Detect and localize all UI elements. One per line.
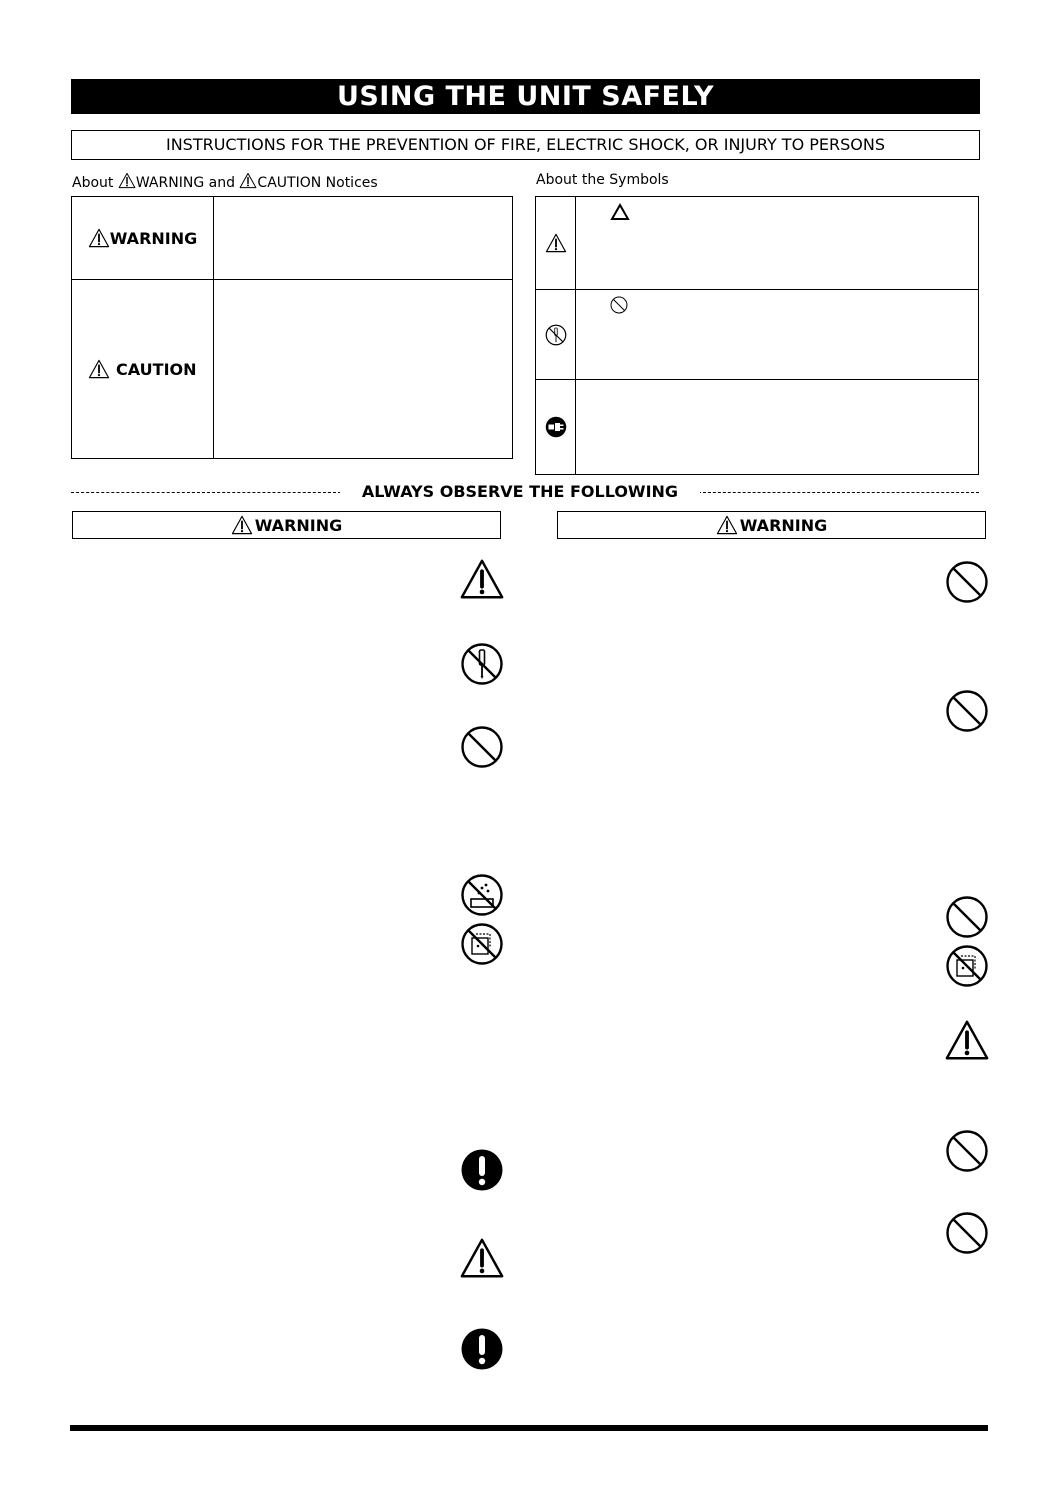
- symbols-table: [535, 196, 979, 475]
- notice-row-caution: [72, 280, 512, 458]
- caption-and: and: [208, 175, 235, 191]
- prohibited-icon: [945, 1129, 989, 1173]
- warning-triangle-icon: [944, 1018, 990, 1062]
- symbol-row-mandatory: [536, 380, 978, 474]
- no-children-icon: [460, 922, 504, 966]
- no-water-icon: [460, 873, 504, 917]
- do-not-disassemble-icon: [460, 642, 504, 686]
- notice-label-text: CAUTION: [116, 359, 197, 379]
- warning-triangle-icon: [88, 359, 110, 379]
- right-warning-header: [557, 511, 986, 539]
- prohibited-icon: [945, 1211, 989, 1255]
- right-warning-label: WARNING: [739, 515, 828, 535]
- prohibited-icon: [945, 895, 989, 939]
- notice-label-caution: [72, 280, 214, 458]
- no-children-icon: [945, 944, 989, 988]
- warning-triangle-icon: [118, 172, 136, 189]
- notice-label-warning: [72, 197, 214, 279]
- warning-triangle-icon: [716, 515, 738, 535]
- caption-about: About: [72, 175, 114, 191]
- symbol-cell: [536, 290, 576, 379]
- caption-caution: CAUTION: [257, 175, 322, 191]
- warning-triangle-icon: [459, 557, 505, 601]
- warning-triangle-icon: [545, 233, 567, 253]
- notices-caption: [72, 172, 378, 191]
- observe-heading: ALWAYS OBSERVE THE FOLLOWING: [340, 482, 700, 501]
- divider: [698, 492, 979, 493]
- warning-triangle-icon: [88, 228, 110, 248]
- notice-row-warning: [72, 197, 512, 280]
- prohibited-icon: [945, 560, 989, 604]
- warning-triangle-icon: [239, 172, 257, 189]
- prohibited-icon: [945, 689, 989, 733]
- mandatory-icon: [460, 1327, 504, 1371]
- warning-triangle-icon: [459, 1236, 505, 1280]
- page-title: USING THE UNIT SAFELY: [71, 79, 980, 114]
- notice-label-text: WARNING: [109, 228, 198, 248]
- left-warning-header: [72, 511, 501, 539]
- do-not-disassemble-icon: [545, 324, 567, 346]
- subtitle-box: INSTRUCTIONS FOR THE PREVENTION OF FIRE, ELECTRIC SHOCK, OR INJURY TO PERSONS: [71, 130, 980, 160]
- caption-notices: Notices: [325, 175, 378, 191]
- symbols-caption: About the Symbols: [536, 172, 669, 188]
- symbol-row-prohibited: [536, 290, 978, 380]
- mandatory-icon: [460, 1148, 504, 1192]
- prohibited-icon: [460, 725, 504, 769]
- symbol-row-warning: [536, 197, 978, 290]
- notices-table: [71, 196, 513, 459]
- symbol-cell: [536, 380, 576, 474]
- left-warning-label: WARNING: [254, 515, 343, 535]
- warning-triangle-icon: [610, 203, 630, 221]
- divider: [71, 492, 341, 493]
- symbol-cell: [536, 197, 576, 289]
- prohibited-icon: [610, 296, 628, 314]
- bottom-rule: [70, 1425, 988, 1431]
- warning-triangle-icon: [231, 515, 253, 535]
- caption-warning: WARNING: [135, 175, 205, 191]
- unplug-icon: [545, 416, 567, 438]
